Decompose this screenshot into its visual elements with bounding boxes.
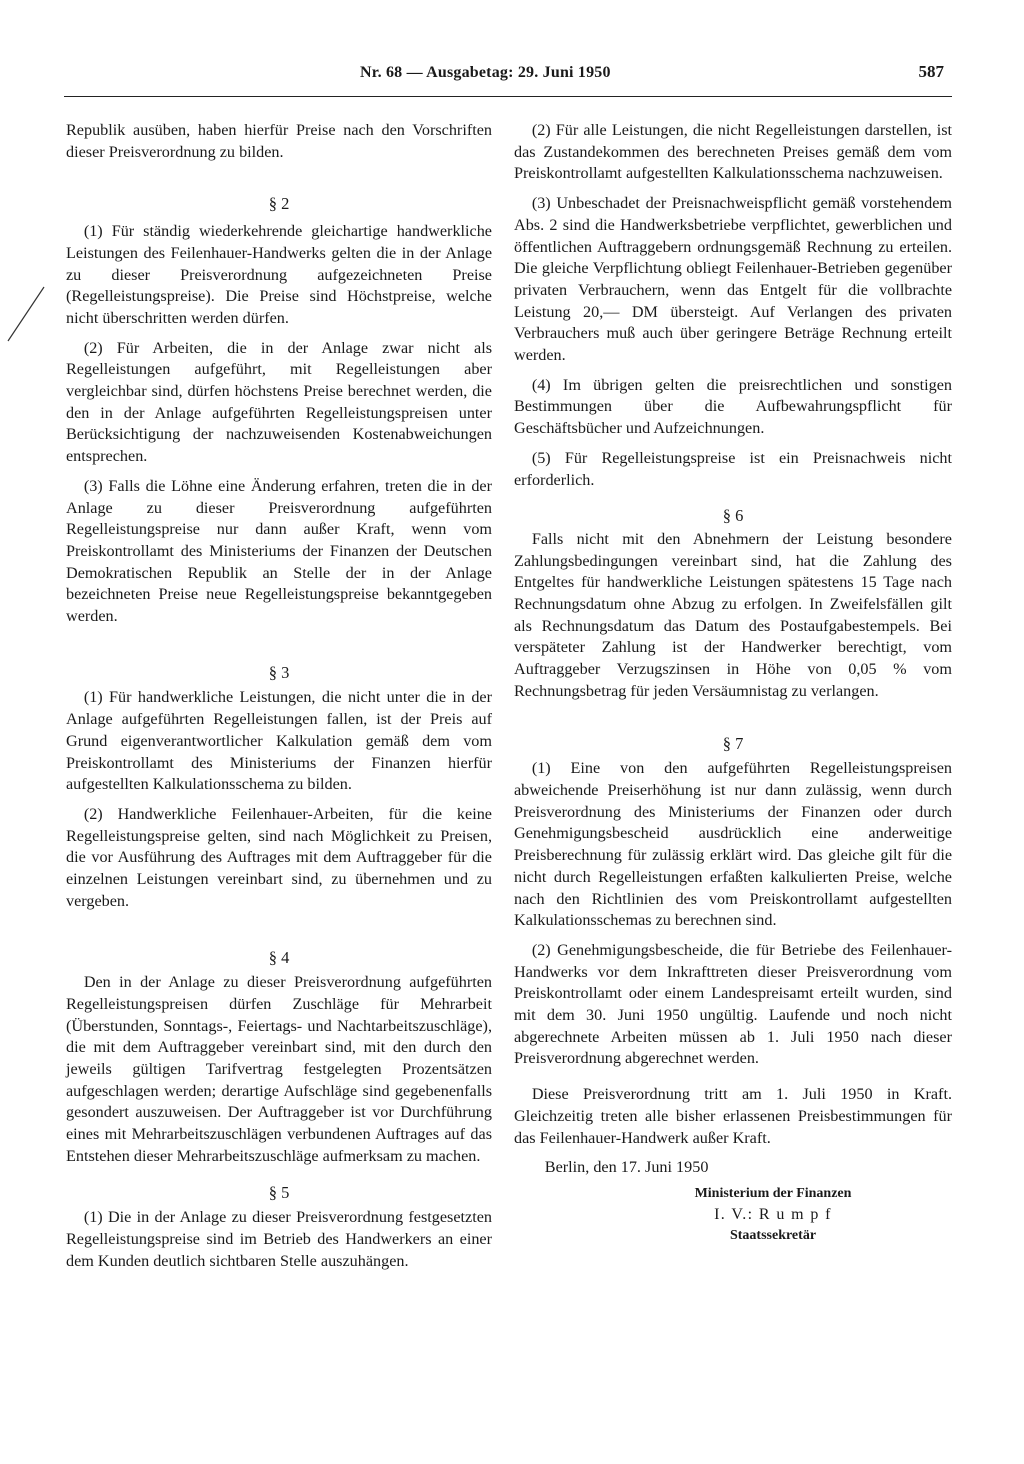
issue-line: Nr. 68 — Ausgabetag: 29. Juni 1950 bbox=[360, 64, 611, 81]
section-heading-7: § 7 bbox=[722, 733, 744, 753]
section-7-para-1: (1) Eine von den aufgeführten Regelleistungspreisen abweichende Preiserhöhung ist nur dann zulässig, wenn durch Preisverordnung des Ministeriums der Finanzen oder durch Genehmigungsbescheid ausdrücklich eine anderweitige Preisberechnung für zulässig erklärt wird. Das gleiche gilt für die nicht durch Regelleistungen erfaßten kalkulierten Preise, welche nach den Richtlinien des vom Preiskontrollamt aufgestellten Kalkulationsschemas zu berechnen sind. bbox=[514, 759, 952, 930]
section-heading-5: § 5 bbox=[268, 1182, 290, 1202]
section-5-para-4: (4) Im übrigen gelten die preisrechtlichen und sonstigen Bestimmungen über die Aufbewahrungspflicht für Geschäftsbücher und Aufzeichnungen. bbox=[514, 375, 952, 438]
section-3-para-1: (1) Für handwerkliche Leistungen, die nicht unter die in der Anlage aufgeführten Regelleistungen fallen, ist der Preis auf Grund eigenverantwortlicher Kalkulation gemäß dem vom Preiskontrollamt des Ministeriums der Finanzen hierfür aufgestellten Kalkulationsschema zu bilden. bbox=[66, 688, 492, 794]
page-number: 587 bbox=[918, 62, 944, 81]
place-and-date: Berlin, den 17. Juni 1950 bbox=[544, 1158, 709, 1177]
section-5-para-3: (3) Unbeschadet der Preisnachweispflicht gemäß vorstehendem Abs. 2 sind die Handwerksbetriebe verpflichtet, gewerblichen und öffentlichen Auftraggebern ordnungsgemäß Rechnung zu erteilen. Die gleiche Verpflichtung obliegt Feilenhauer-Betrieben gegenüber privaten Verbrauchern, wenn das Entgelt für die vollbrachte Leistung 20,— DM übersteigt. Auf Verlangen des privaten Verbrauchers muß auch über geringere Beträge Rechnung erteilt werden. bbox=[514, 194, 952, 365]
page-header bbox=[64, 62, 952, 97]
signer-name: I. V.: R u m p f bbox=[714, 1205, 832, 1223]
ministry-name: Ministerium der Finanzen bbox=[694, 1185, 852, 1201]
section-heading-2: § 2 bbox=[268, 194, 290, 214]
section-7-para-2: (2) Genehmigungsbescheide, die für Betriebe des Feilenhauer-Handwerks vor dem Inkrafttreten dieser Preisverordnung vom Preiskontrollamt oder einem Landespreisamt erteilt wurden, sind mit dem 30. Juni 1950 ungültig. Laufende und noch nicht abgerechnete Arbeiten müssen ab 1. Juli 1950 nach dieser Preisverordnung abgerechnet werden. bbox=[514, 940, 952, 1068]
section-5-para-5: (5) Für Regelleistungspreise ist ein Preisnachweis nicht erforderlich. bbox=[514, 448, 952, 489]
intro-paragraph: Republik ausüben, haben hierfür Preise nach den Vorschriften dieser Preisverordnung zu bilden. bbox=[66, 121, 492, 161]
section-2-para-3: (3) Falls die Löhne eine Änderung erfahren, treten die in der Anlage zu dieser Preisverordnung aufgeführten Regelleistungspreise nur dann außer Kraft, wenn vom Preiskontrollamt des Ministeriums der Finanzen der Deutschen Demokratischen Republik an Stelle der in der Anlage bezeichneten Preise neue Regelleistungspreise bekanntgegeben werden. bbox=[66, 476, 492, 626]
signer-title: Staatssekretär bbox=[729, 1227, 817, 1243]
section-2-para-1: (1) Für ständig wiederkehrende gleichartige handwerkliche Leistungen des Feilenhauer-Handwerks gelten die in der Anlage zu dieser Preisverordnung aufgezeichneten Preise (Regelleistungspreise). Die Preise sind Höchstpreise, welche nicht überschritten werden dürfen. bbox=[66, 222, 492, 327]
section-heading-6: § 6 bbox=[722, 506, 744, 526]
signature-block bbox=[594, 1183, 952, 1246]
section-5-para-2: (2) Für alle Leistungen, die nicht Regelleistungen darstellen, ist das Zustandekommen des berechneten Preises gemäß dem vom Preiskontrollamt aufgestellten Kalkulationsschema nachzuweisen. bbox=[514, 121, 952, 183]
closing-paragraph: Diese Preisverordnung tritt am 1. Juli 1950 in Kraft. Gleichzeitig treten alle bisher erlassenen Preisbestimmungen für das Feilenhauer-Handwerk außer Kraft. bbox=[514, 1085, 952, 1147]
section-6-para-1: Falls nicht mit den Abnehmern der Leistung besondere Zahlungsbedingungen vereinbart sind, hat die Zahlung des Entgeltes für handwerkliche Leistungen spätestens 15 Tage nach Rechnungsdatum ohne Abzug zu erfolgen. In Zweifelsfällen gilt als Rechnungsdatum das Datum des Postaufgabestempels. Bei verspäteter Zahlung ist der Handwerker berechtigt, vom Auftraggeber Verzugszinsen in Höhe von 0,05 % vom Rechnungsbetrag für jeden Versäumnistag zu verlangen. bbox=[514, 529, 952, 700]
section-heading-3: § 3 bbox=[268, 662, 290, 682]
handwritten-margin-stroke bbox=[6, 285, 46, 345]
section-3-para-2: (2) Handwerkliche Feilenhauer-Arbeiten, für die keine Regelleistungspreise gelten, sind nach Möglichkeit zu Preisen, die vor Ausführung des Auftrages mit dem Auftraggeber für die einzelnen Leistungen vereinbart sind, zu übernehmen und zu vergeben. bbox=[66, 804, 492, 910]
section-heading-4: § 4 bbox=[268, 947, 290, 967]
section-5-para-1: (1) Die in der Anlage zu dieser Preisverordnung festgesetzten Regelleistungspreise sind im Betrieb des Handwerkers an einer dem Kunden deutlich sichtbaren Stelle auszuhängen. bbox=[66, 1208, 492, 1270]
left-column bbox=[66, 120, 492, 1272]
section-4-para-1: Den in der Anlage zu dieser Preisverordnung aufgeführten Regelleistungspreisen dürfen Zuschläge für Mehrarbeit (Überstunden, Sonntags-, Feiertags- und Nachtarbeitszuschläge), die mit dem Auftraggeber vereinbart sind, mit den durch den jeweils gültigen Tarifvertrag festgelegten Prozentsätzen aufgeschlagen werden; derartige Aufschläge sind gegebenenfalls gesondert auszuweisen. Der Auftraggeber ist vor Durchführung eines mit Mehrarbeitszuschlägen verbundenen Auftrages auf das Entstehen dieser Mehrarbeitszuschläge aufmerksam zu machen. bbox=[66, 973, 492, 1165]
right-column bbox=[514, 120, 952, 1246]
section-2-para-2: (2) Für Arbeiten, die in der Anlage zwar nicht als Regelleistungen aufgeführt, mit Regelleistungen aber vergleichbar sind, dürfen höchstens Preise berechnet werden, die den in der Anlage aufgeführten Regelleistungspreisen unter Berücksichtigung der nachzuweisenden Kostenabweichungen entsprechen. bbox=[66, 338, 492, 466]
